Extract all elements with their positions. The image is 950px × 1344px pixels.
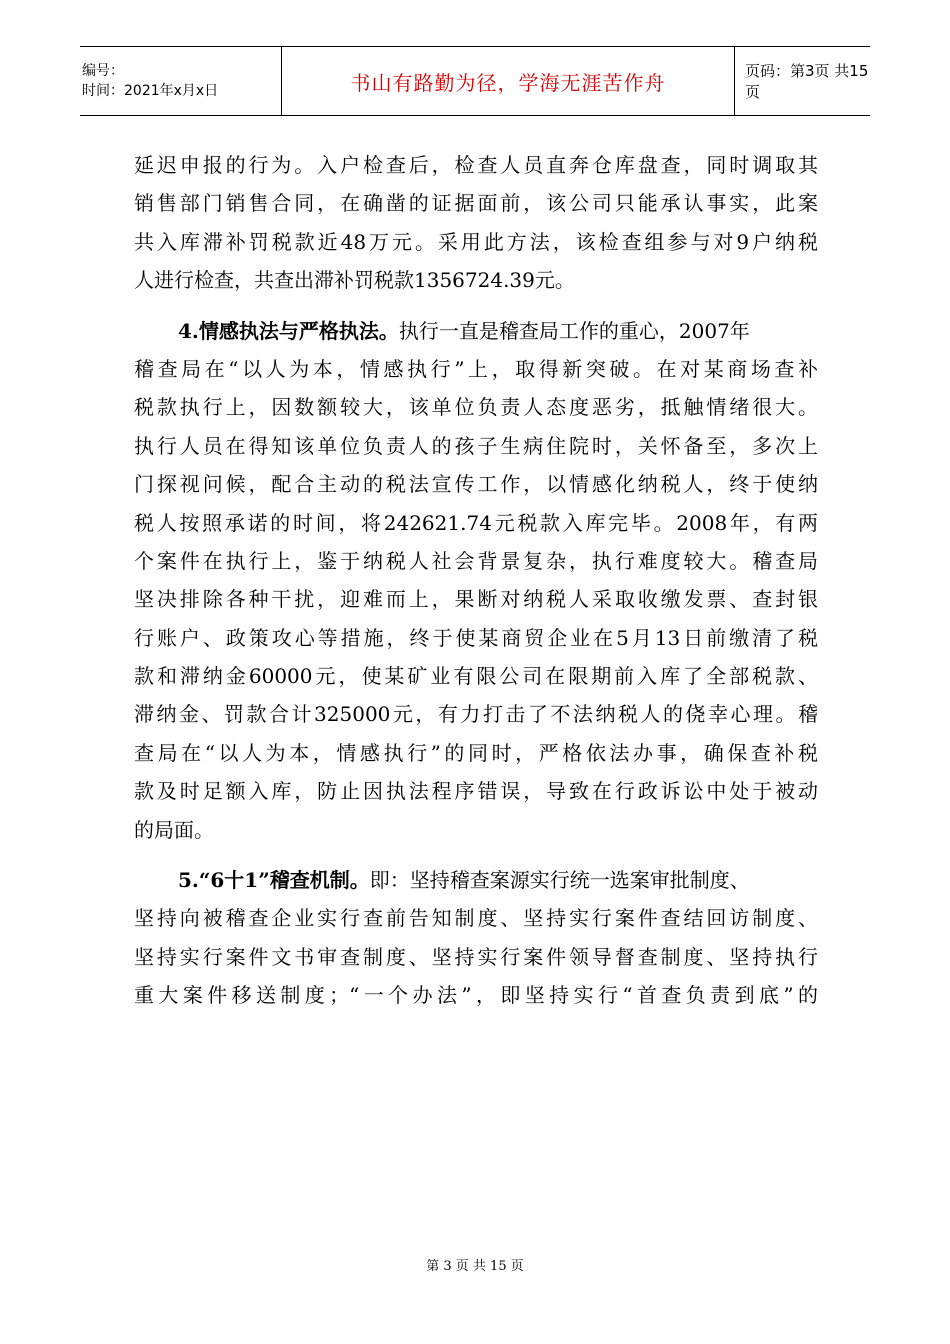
text-line: 款及时足额入库，防止因执法程序错误，导致在行政诉讼中处于被动	[134, 779, 818, 804]
text-line: 人进行检查，共查出滞补罚税款1356724.39元。	[134, 268, 575, 293]
text-line: 坚决排除各种干扰，迎难而上，果断对纳税人采取收缴发票、查封银	[134, 587, 818, 612]
section-heading: 4.情感执法与严格执法。	[178, 318, 399, 343]
text-line	[134, 861, 818, 899]
paragraph-3	[134, 861, 818, 1015]
text-line: 款和滞纳金60000元，使某矿业有限公司在限期前入库了全部税款、	[134, 664, 818, 689]
paragraph-1	[134, 146, 818, 300]
text-line	[134, 312, 818, 350]
text-line: 的局面。	[134, 817, 214, 842]
text-line: 行账户、政策攻心等措施，终于使某商贸企业在5月13日前缴清了税	[134, 625, 818, 650]
text-line: 税人按照承诺的时间，将242621.74元税款入库完毕。2008年，有两	[134, 510, 818, 535]
text-line: 门探视问候，配合主动的税法宣传工作，以情感化纳税人，终于使纳	[134, 472, 818, 497]
header-meta	[80, 47, 282, 115]
text-line: 执行人员在得知该单位负责人的孩子生病住院时，关怀备至，多次上	[134, 433, 818, 458]
page-header	[80, 46, 870, 116]
text-line: 税款执行上，因数额较大，该单位负责人态度恶劣，抵触情绪很大。	[134, 395, 818, 420]
text-line: 重大案件移送制度；“一个办法”，即坚持实行“首查负责到底”的	[134, 983, 818, 1008]
text-line: 坚持实行案件文书审查制度、坚持实行案件领导督查制度、坚持执行	[134, 944, 818, 969]
page-footer: 第 3 页 共 15 页	[426, 1259, 524, 1274]
text-run: 执行一直是稽查局工作的重心，2007年	[398, 318, 750, 343]
text-line: 查局在“以人为本，情感执行”的同时，严格依法办事，确保查补税	[134, 740, 818, 765]
text-line: 共入库滞补罚税款近48万元。采用此方法，该检查组参与对9户纳税	[134, 229, 818, 254]
text-line: 坚持向被稽查企业实行查前告知制度、坚持实行案件查结回访制度、	[134, 906, 818, 931]
text-line: 滞纳金、罚款合计325000元，有力打击了不法纳税人的侥幸心理。稽	[134, 702, 818, 727]
time-label: 时间：2021年x月x日	[82, 83, 219, 99]
text-line: 个案件在执行上，鉴于纳税人社会背景复杂，执行难度较大。稽查局	[134, 548, 818, 573]
text-line: 延迟申报的行为。入户检查后，检查人员直奔仓库盘查，同时调取其	[134, 153, 818, 177]
header-page-info: 页码：第3页 共15页	[745, 62, 869, 101]
text-run: 即：坚持稽查案源实行统一选案审批制度、	[369, 868, 750, 893]
document-body	[134, 146, 818, 1015]
paragraph-2	[134, 312, 818, 849]
section-heading: 5.“6十1”稽查机制。	[178, 868, 370, 893]
header-motto: 书山有路勤为径，学海无涯苦作舟	[282, 47, 735, 115]
text-line: 稽查局在“以人为本，情感执行”上，取得新突破。在对某商场查补	[134, 356, 818, 381]
text-line: 销售部门销售合同，在确凿的证据面前，该公司只能承认事实，此案	[134, 191, 818, 216]
serial-label: 编号：	[82, 63, 124, 79]
